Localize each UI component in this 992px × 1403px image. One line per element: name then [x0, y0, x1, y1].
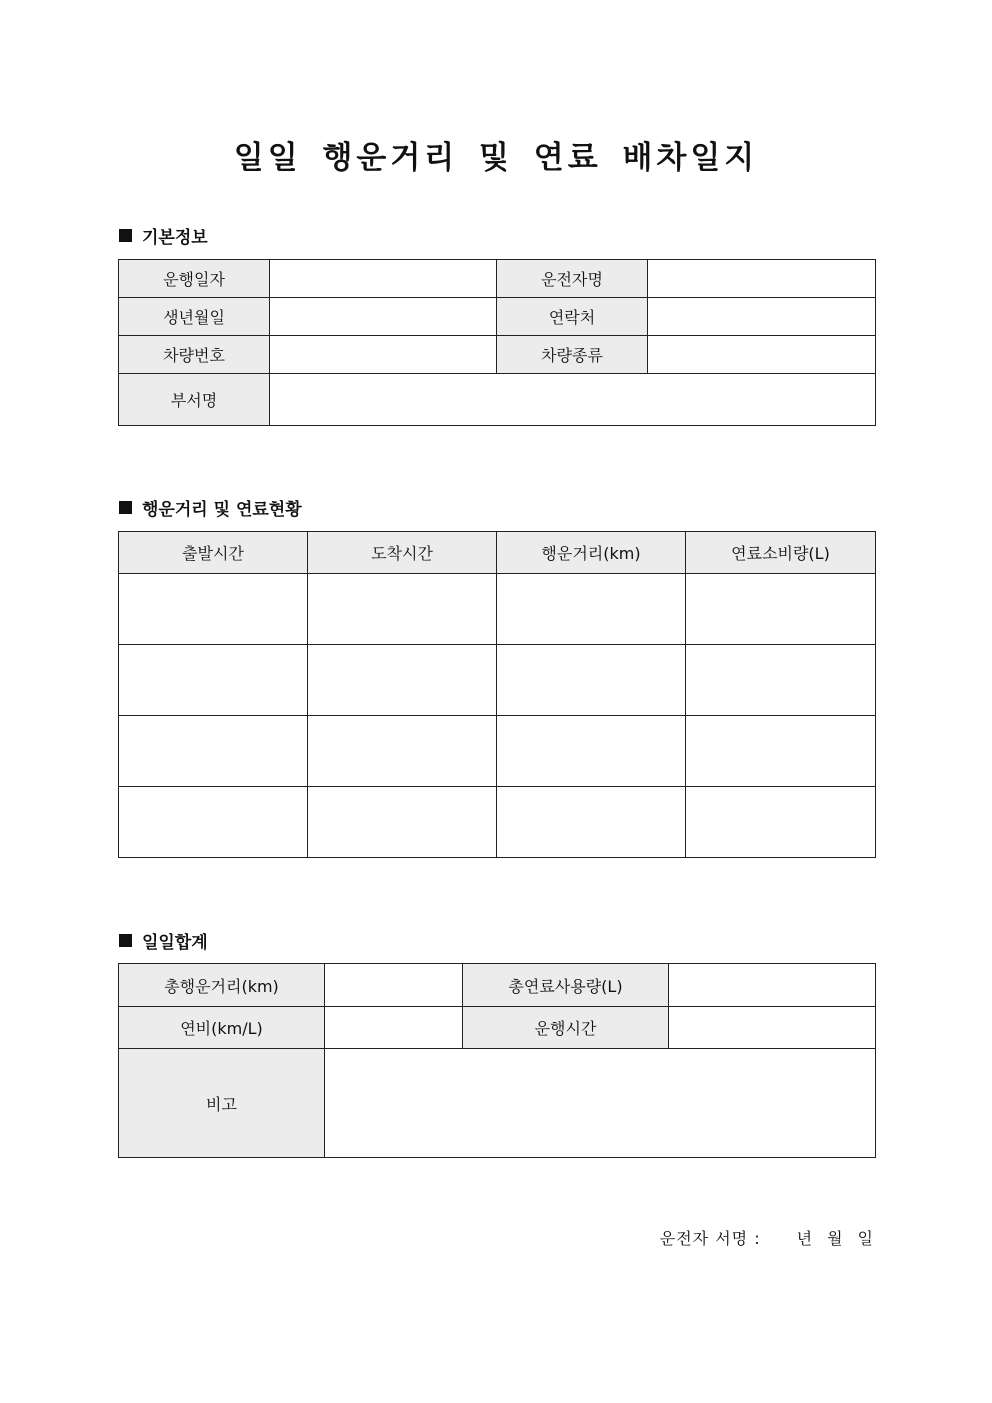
square-bullet-icon	[119, 229, 132, 242]
drive-time-label: 운행시간	[463, 1007, 669, 1049]
remarks-field[interactable]	[325, 1049, 876, 1158]
departure-cell[interactable]	[119, 787, 308, 858]
table-row	[119, 716, 876, 787]
drive-date-label: 운행일자	[119, 260, 270, 298]
distance-cell[interactable]	[497, 574, 686, 645]
table-row	[119, 645, 876, 716]
arrival-cell[interactable]	[308, 574, 497, 645]
birth-date-field[interactable]	[270, 298, 497, 336]
drive-time-field[interactable]	[669, 1007, 876, 1049]
driver-name-field[interactable]	[648, 260, 876, 298]
document-title: 일일 행운거리 및 연료 배차일지	[233, 140, 759, 176]
birth-date-label: 생년월일	[119, 298, 270, 336]
department-label: 부서명	[119, 374, 270, 426]
signature-line	[660, 1226, 874, 1249]
year-label: 년	[796, 1229, 814, 1248]
departure-cell[interactable]	[119, 574, 308, 645]
signature-spacer	[775, 1226, 783, 1249]
vehicle-type-label: 차량종류	[497, 336, 648, 374]
contact-label: 연락처	[497, 298, 648, 336]
vehicle-number-label: 차량번호	[119, 336, 270, 374]
total-distance-field[interactable]	[325, 964, 463, 1007]
table-row	[119, 787, 876, 858]
square-bullet-icon	[119, 934, 132, 947]
fuel-efficiency-label: 연비(km/L)	[119, 1007, 325, 1049]
distance-cell[interactable]	[497, 787, 686, 858]
remarks-label: 비고	[119, 1049, 325, 1158]
section-heading-distance-fuel	[119, 495, 302, 520]
square-bullet-icon	[119, 501, 132, 514]
driver-name-label: 운전자명	[497, 260, 648, 298]
column-header-departure: 출발시간	[119, 532, 308, 574]
month-label: 월	[827, 1229, 844, 1248]
daily-total-table	[118, 963, 876, 1158]
signature-label: 운전자 서명 :	[659, 1229, 761, 1248]
fuel-efficiency-field[interactable]	[325, 1007, 463, 1049]
basic-info-table	[118, 259, 876, 426]
arrival-cell[interactable]	[308, 716, 497, 787]
column-header-arrival: 도착시간	[308, 532, 497, 574]
distance-cell[interactable]	[497, 645, 686, 716]
fuel-cell[interactable]	[686, 716, 876, 787]
departure-cell[interactable]	[119, 716, 308, 787]
column-header-fuel: 연료소비량(L)	[686, 532, 876, 574]
fuel-cell[interactable]	[686, 645, 876, 716]
vehicle-type-field[interactable]	[648, 336, 876, 374]
distance-cell[interactable]	[497, 716, 686, 787]
fuel-cell[interactable]	[686, 787, 876, 858]
department-field[interactable]	[270, 374, 876, 426]
departure-cell[interactable]	[119, 645, 308, 716]
distance-fuel-table	[118, 531, 876, 858]
section-heading-daily-total	[119, 928, 208, 953]
total-fuel-field[interactable]	[669, 964, 876, 1007]
column-header-distance: 행운거리(km)	[497, 532, 686, 574]
contact-field[interactable]	[648, 298, 876, 336]
arrival-cell[interactable]	[308, 787, 497, 858]
arrival-cell[interactable]	[308, 645, 497, 716]
day-label: 일	[857, 1229, 874, 1248]
drive-date-field[interactable]	[270, 260, 497, 298]
fuel-cell[interactable]	[686, 574, 876, 645]
total-distance-label: 총행운거리(km)	[119, 964, 325, 1007]
section-heading-basic-info	[119, 223, 208, 248]
vehicle-number-field[interactable]	[270, 336, 497, 374]
section-heading-label: 기본정보	[142, 228, 208, 248]
section-heading-label: 행운거리 및 연료현황	[142, 500, 302, 520]
table-row	[119, 574, 876, 645]
total-fuel-label: 총연료사용량(L)	[463, 964, 669, 1007]
section-heading-label: 일일합계	[142, 933, 208, 953]
